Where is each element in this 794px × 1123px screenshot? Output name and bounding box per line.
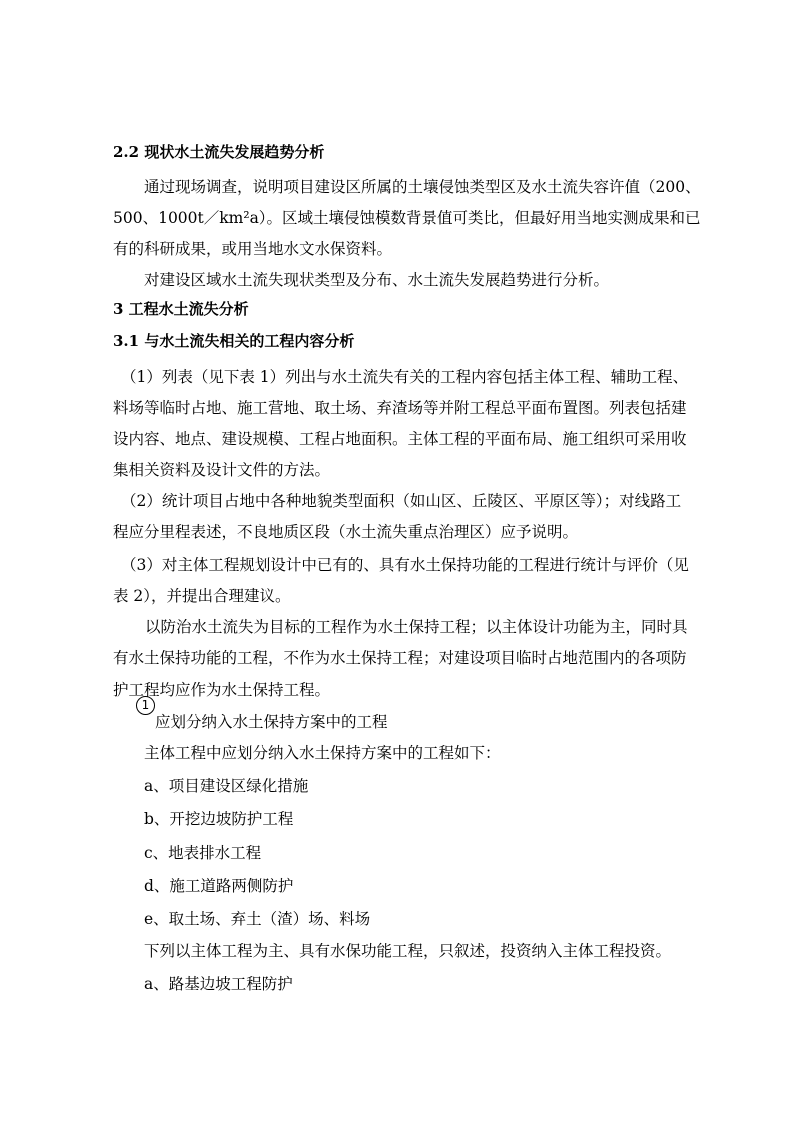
section-heading-3-1: 3.1 与水土流失相关的工程内容分析 (113, 332, 355, 350)
paragraph-line: （1）列表（见下表 1）列出与水土流失有关的工程内容包括主体工程、辅助工程、 (121, 368, 689, 386)
paragraph-line: （2）统计项目占地中各种地貌类型面积（如山区、丘陵区、平原区等）；对线路工 (121, 492, 682, 510)
section-heading-3: 3 工程水土流失分析 (113, 300, 249, 318)
section-heading-2-2: 2.2 现状水土流失发展趋势分析 (113, 143, 325, 161)
paragraph-line: 通过现场调查，说明项目建设区所属的土壤侵蚀类型区及水土流失容许值（200、 (144, 178, 701, 196)
paragraph-line: 护工程均应作为水土保持工程。 (113, 681, 331, 699)
paragraph-line: 有水土保持功能的工程，不作为水土保持工程；对建设项目临时占地范围内的各项防 (113, 649, 687, 667)
list-item: b、开挖边坡防护工程 (144, 810, 294, 828)
paragraph-line: 下列以主体工程为主、具有水保功能工程，只叙述，投资纳入主体工程投资。 (144, 942, 672, 960)
circled-number: 1 (136, 696, 155, 715)
paragraph-line: 表 2），并提出合理建议。 (113, 587, 291, 605)
paragraph-line: 有的科研成果，或用当地水文水保资料。 (113, 240, 393, 258)
list-item: e、取土场、弃土（渣）场、料场 (144, 910, 371, 928)
paragraph-line: 以防治水土流失为目标的工程作为水土保持工程；以主体设计功能为主，同时具 (145, 618, 688, 636)
paragraph-line: 设内容、地点、建设规模、工程占地面积。主体工程的平面布局、施工组织可采用收 (113, 430, 687, 448)
paragraph-line: 对建设区域水土流失现状类型及分布、水土流失发展趋势进行分析。 (144, 271, 610, 289)
paragraph-line: 500、1000t／km²a）。区域土壤侵蚀模数背景值可类比，但最好用当地实测成果和已 (113, 209, 701, 227)
paragraph-line: 主体工程中应划分纳入水土保持方案中的工程如下： (144, 744, 501, 762)
list-item: c、地表排水工程 (144, 844, 262, 862)
paragraph-line: 料场等临时占地、施工营地、取土场、弃渣场等并附工程总平面布置图。列表包括建 (113, 399, 687, 417)
subsection-title: 应划分纳入水土保持方案中的工程 (155, 713, 388, 731)
list-item: a、路基边坡工程防护 (144, 975, 293, 993)
list-item: a、项目建设区绿化措施 (144, 777, 309, 795)
paragraph-line: （3）对主体工程规划设计中已有的、具有水土保持功能的工程进行统计与评价（见 (121, 556, 689, 574)
paragraph-line: 集相关资料及设计文件的方法。 (113, 461, 331, 479)
list-item: d、施工道路两侧防护 (144, 877, 294, 895)
paragraph-line: 程应分里程表述，不良地质区段（水土流失重点治理区）应予说明。 (113, 523, 579, 541)
